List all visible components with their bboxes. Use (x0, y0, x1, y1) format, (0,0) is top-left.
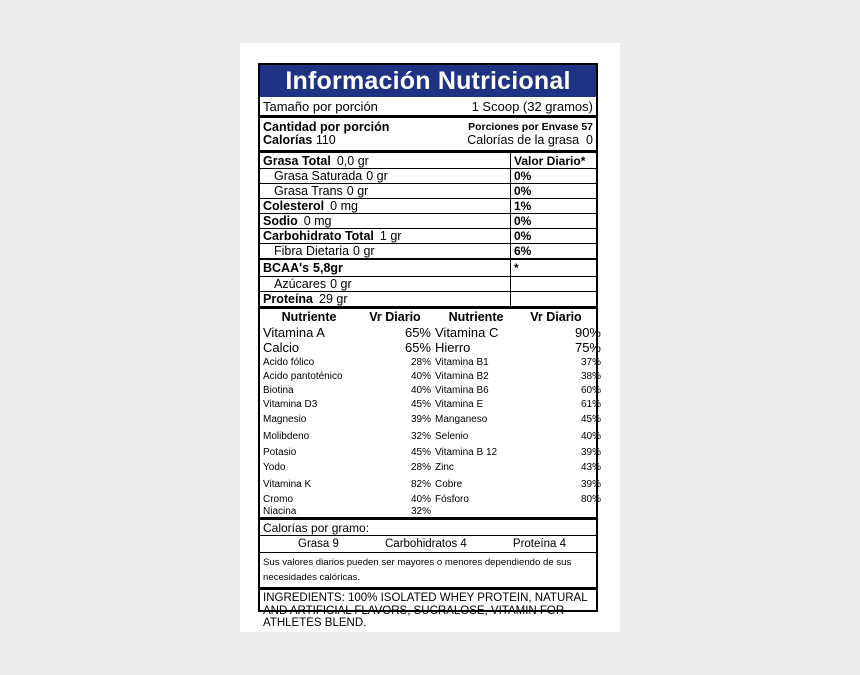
vitamin-name: Niacina (263, 505, 297, 517)
vitamin-name: Vitamina B 12 (435, 446, 498, 458)
amount-label: Cantidad por porción (263, 120, 390, 134)
vitamin-name: Vitamina D3 (263, 398, 318, 410)
nutrient-amount: 0,0 gr (336, 153, 369, 168)
vitamin-dv: 90% (574, 325, 601, 340)
nutrient-amount: 29 gr (319, 292, 348, 306)
nutrient-dv (511, 276, 596, 291)
calories-per-gram (260, 517, 596, 552)
vitamin-row (260, 325, 601, 340)
nutrient-amount: 0 mg (303, 214, 332, 228)
nutrient-name: Sodio (263, 214, 298, 228)
vitamin-name: Selenio (435, 431, 469, 442)
vitamin-name: Molibdeno (263, 431, 310, 442)
vitamin-dv: 39% (580, 479, 601, 490)
vitamin-table-header (260, 309, 596, 325)
nutrient-amount: 0 gr (346, 184, 369, 198)
fat-calories-per-gram: Grasa 9 (298, 538, 339, 550)
vitamin-name: Biotina (263, 384, 294, 396)
vitamin-dv: 32% (410, 505, 431, 517)
serving-size-value: 1 Scoop (32 gramos) (471, 98, 593, 114)
nutrient-amount: 0 mg (330, 199, 358, 213)
vitamin-header-cell: Nutriente (448, 310, 504, 324)
nutrient-dv (511, 291, 596, 306)
nutrient-row (260, 258, 510, 276)
nutrient-amount: 0 gr (353, 244, 375, 258)
vitamin-name: Vitamina B6 (435, 384, 489, 396)
vitamin-dv: 40% (580, 431, 601, 442)
nutrient-amount: 5,8gr (313, 261, 343, 275)
nutrient-name: Fibra Dietaria (274, 244, 350, 258)
nutrient-name: Colesterol (263, 199, 325, 213)
nutrient-name: Grasa Saturada (274, 169, 363, 183)
vitamin-dv: 28% (410, 462, 431, 473)
nutrient-row (260, 153, 510, 168)
vitamin-dv: 45% (580, 414, 601, 425)
vitamin-dv: 40% (410, 384, 431, 396)
serving-size-row (260, 97, 596, 115)
nutrient-amount: 1 gr (379, 229, 402, 243)
nutrient-dv: 6% (511, 243, 596, 258)
vitamin-dv: 28% (410, 356, 431, 368)
vitamin-dv: 82% (410, 479, 431, 490)
vitamin-dv: 80% (580, 493, 601, 505)
amount-per-serving (260, 115, 596, 150)
serving-size-label: Tamaño por porción (263, 98, 378, 114)
vitamin-row (260, 397, 601, 411)
vitamin-name: Acido pantoténico (263, 370, 343, 382)
carb-calories-per-gram: Carbohidratos 4 (385, 538, 467, 550)
vitamin-dv: 61% (580, 398, 601, 410)
nutrient-dv: 1% (511, 198, 596, 213)
footnote: Sus valores diarios pueden ser mayores o menores dependiendo de sus necesidades calóricas. (260, 552, 596, 587)
calories-per-gram-values (260, 535, 596, 552)
vitamin-name: Hierro (435, 340, 471, 355)
vitamin-name: Potasio (263, 446, 297, 458)
vitamin-dv: 43% (580, 462, 601, 473)
vitamin-dv: 75% (574, 340, 601, 355)
vitamin-table (260, 306, 601, 517)
nutrient-row (260, 291, 510, 306)
nutrient-name: BCAA's (263, 261, 310, 275)
nutrient-dv: 0% (511, 213, 596, 228)
nutrient-name: Carbohidrato Total (263, 229, 374, 243)
vitamin-header-cell: Vr Diario (530, 310, 582, 324)
vitamin-name: Cromo (263, 493, 294, 505)
vitamin-name: Vitamina B1 (435, 356, 489, 368)
vitamin-name: Vitamina C (435, 325, 499, 340)
nutrient-name: Azúcares (274, 277, 327, 291)
vitamin-dv: 45% (410, 446, 431, 458)
nutrient-row (260, 198, 510, 213)
nutrient-dv: 0% (511, 168, 596, 183)
nutrient-dv: 0% (511, 183, 596, 198)
vitamin-name: Zinc (435, 462, 454, 473)
vitamin-dv: 39% (410, 414, 431, 425)
vitamin-name: Yodo (263, 462, 286, 473)
vitamin-name: Acido fólico (263, 356, 315, 368)
vitamin-dv: 40% (410, 370, 431, 382)
vitamin-dv: 38% (580, 370, 601, 382)
nutrition-facts-label (258, 63, 601, 629)
nutrient-names (260, 153, 511, 306)
vitamin-dv: 45% (410, 398, 431, 410)
vitamin-dv: 60% (580, 384, 601, 396)
vitamin-header-cell: Vr Diario (369, 310, 421, 324)
nutrient-row (260, 168, 510, 183)
vitamin-name: Vitamina K (263, 479, 312, 490)
vitamin-name: Manganeso (435, 414, 488, 425)
vitamin-dv: 32% (410, 431, 431, 442)
vitamin-row (260, 340, 601, 355)
nutrient-amount: 0 gr (366, 169, 388, 183)
vitamin-dv: 40% (410, 493, 431, 505)
nutrient-dv: Valor Diario* (514, 153, 586, 168)
nutrient-row (260, 228, 510, 243)
vitamin-row (260, 383, 601, 397)
nutrient-daily-values (511, 153, 596, 306)
vitamin-row (260, 505, 596, 517)
nutrient-amount: 0 gr (330, 277, 352, 291)
vitamin-name: Cobre (435, 479, 463, 490)
vitamin-dv: 65% (404, 340, 431, 355)
vitamin-row (260, 369, 601, 383)
vitamin-name: Calcio (263, 340, 300, 355)
vitamin-row (260, 493, 601, 505)
vitamin-name: Vitamina B2 (435, 370, 489, 382)
nutrient-row (260, 183, 510, 198)
fat-calories: Calorías de la grasa 0 (467, 133, 593, 147)
nutrient-name: Grasa Total (263, 153, 331, 168)
nutrient-row (260, 276, 510, 291)
vitamin-row (260, 459, 601, 476)
vitamin-dv: 65% (404, 325, 431, 340)
vitamin-name: Vitamina E (435, 398, 484, 410)
nutrient-dv: * (511, 258, 596, 276)
nutrient-dv: 0% (511, 228, 596, 243)
vitamin-dv: 37% (580, 356, 601, 368)
vitamin-row (260, 428, 601, 445)
vitamin-row (260, 355, 601, 369)
nutrient-grid (260, 150, 596, 306)
vitamin-dv: 39% (580, 446, 601, 458)
vitamin-name: Fósforo (435, 493, 469, 505)
nutrient-name: Proteína (263, 292, 314, 306)
vitamin-name: Magnesio (263, 414, 307, 425)
nutrient-name: Grasa Trans (274, 184, 343, 198)
label-title: Información Nutricional (260, 65, 596, 97)
vitamin-row (260, 445, 601, 459)
nutrient-row (260, 213, 510, 228)
vitamin-name: Vitamina A (263, 325, 325, 340)
protein-calories-per-gram: Proteína 4 (512, 538, 566, 550)
vitamin-table-body (260, 325, 601, 517)
nutrient-row (260, 243, 510, 258)
vitamin-row (260, 411, 601, 428)
calories: Calorías 110 (263, 133, 336, 147)
ingredients: INGREDIENTS: 100% ISOLATED WHEY PROTEIN, NATURAL AND ARTIFICIAL FLAVORS, SUCRALOSE, VITAMIN FOR ATHLETES BLEND. (260, 587, 596, 632)
servings-per-container: Porciones por Envase 57 (468, 121, 593, 133)
calories-per-gram-label: Calorías por gramo: (263, 520, 370, 535)
vitamin-header-cell: Nutriente (281, 310, 337, 324)
vitamin-row (260, 476, 601, 493)
